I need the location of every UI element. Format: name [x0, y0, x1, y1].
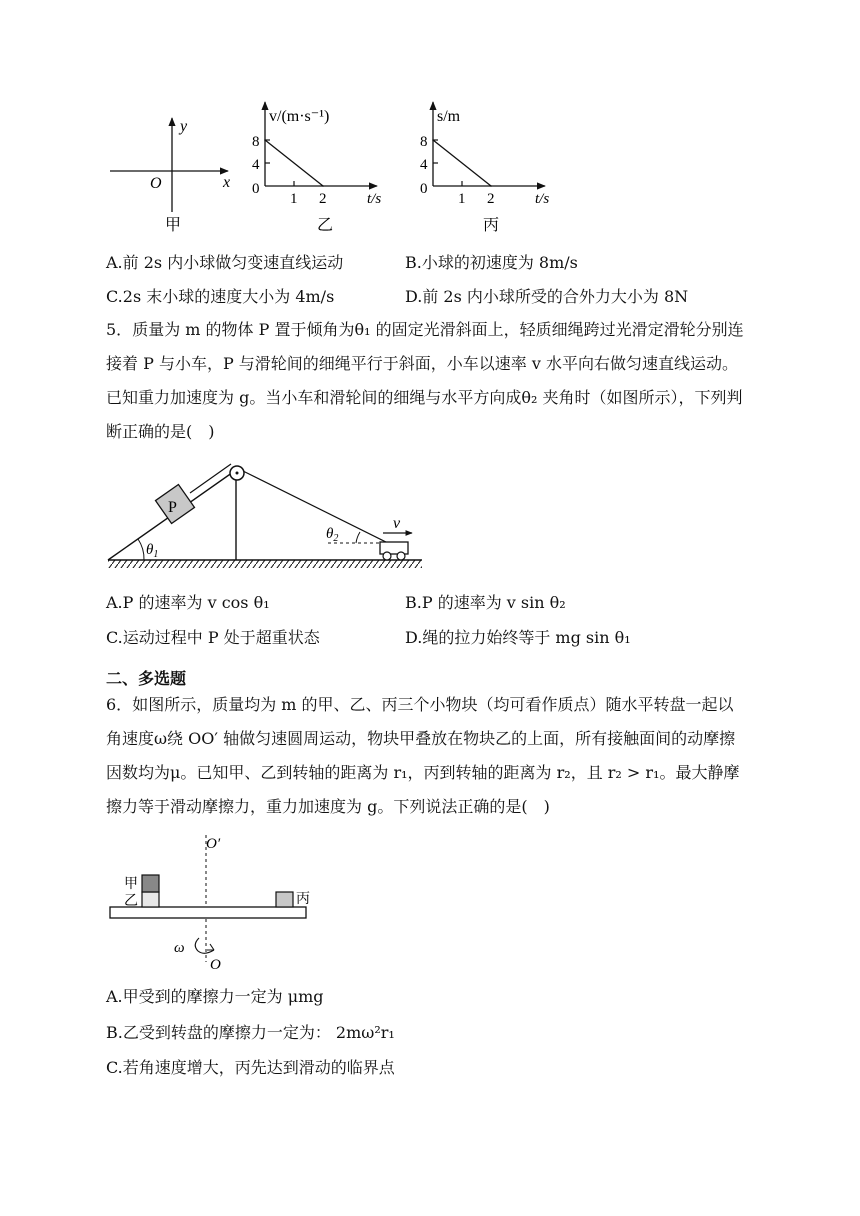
data-point: [322, 185, 324, 187]
theta2-label: $\theta_2$: [326, 526, 339, 544]
turntable-disk: [110, 907, 306, 918]
data-point: [264, 139, 266, 141]
graph-bing-displacement: [413, 100, 573, 240]
origin-label: O: [150, 175, 162, 192]
q5-option-d: D.绳的拉力始终等于 mg sin θ₁: [405, 628, 631, 647]
label-yi: 乙: [124, 894, 138, 909]
q6-option-b: B.乙受到转盘的摩擦力一定为： 2mω²r₁: [106, 1023, 395, 1042]
y-label: y: [180, 118, 188, 135]
x-axis-label: t/s: [367, 191, 382, 207]
graph-jia: [100, 100, 250, 240]
theta1-arc: [138, 539, 144, 560]
label-bing: 丙: [296, 892, 310, 907]
y-tick-0: 0: [252, 181, 260, 197]
q6-option-a: A.甲受到的摩擦力一定为 μmg: [106, 987, 324, 1006]
block-bing: [276, 892, 293, 907]
x-tick-1: 1: [458, 191, 466, 207]
q5-option-c: C.运动过程中 P 处于超重状态: [106, 628, 320, 647]
q6-turntable-figure: [100, 830, 330, 975]
series-line: [265, 140, 323, 186]
ground-hatching: [108, 560, 422, 568]
omega-label: ω: [174, 940, 185, 956]
q5-number: 5．: [106, 320, 133, 339]
series-line: [433, 140, 491, 186]
y-tick-0: 0: [420, 181, 428, 197]
q6-text: 如图所示，质量均为 m 的甲、乙、丙三个小物块（均可看作质点）随水平转盘一起以角速度ω绕 OO′ 轴做匀速圆周运动，物块甲叠放在物块乙的上面，所有接触面间的动摩擦因数均为μ。已知甲、乙到转轴的距离为 r₁，丙到转轴的距离为 r₂，且 r₂ > r₁。最大静摩擦力等于滑动摩擦力，重力加速度为 g。下列说法正确的是( ): [106, 695, 740, 816]
theta2-arc: [356, 532, 360, 543]
y-tick-8: 8: [252, 134, 260, 150]
y-tick-8: 8: [420, 134, 428, 150]
q4-option-a: A.前 2s 内小球做匀变速直线运动: [106, 253, 344, 272]
caption-yi: 乙: [317, 217, 334, 234]
x-tick-2: 2: [487, 191, 495, 207]
q6-option-c: C.若角速度增大，丙先达到滑动的临界点: [106, 1058, 395, 1077]
q4-option-c: C.2s 末小球的速度大小为 4m/s: [106, 287, 335, 306]
y-tick-4: 4: [252, 157, 260, 173]
block-jia: [142, 875, 159, 892]
x-tick-2: 2: [319, 191, 327, 207]
q6-number: 6．: [106, 695, 133, 714]
q6-stem: [106, 688, 746, 824]
axis-bottom-label: O: [210, 957, 221, 973]
q5-option-b: B.P 的速率为 v sin θ₂: [405, 593, 566, 612]
q5-incline-figure: [100, 460, 440, 575]
x-tick-1: 1: [290, 191, 298, 207]
y-axis-label: s/m: [437, 108, 461, 125]
block-yi: [142, 892, 159, 907]
label-jia: 甲: [124, 877, 138, 892]
q5-text: 质量为 m 的物体 P 置于倾角为θ₁ 的固定光滑斜面上，轻质细绳跨过光滑定滑轮分别连接着 P 与小车，P 与滑轮间的细绳平行于斜面，小车以速率 v 水平向右做匀速直线运动。已知重力加速度为 g。当小车和滑轮间的细绳与水平方向成θ₂ 夹角时（如图所示），下列判断正确的是( ): [106, 320, 744, 441]
velocity-series: [264, 139, 324, 187]
data-point: [490, 185, 492, 187]
y-axis-label: v/(m·s⁻¹): [269, 108, 330, 125]
displacement-series: [432, 139, 492, 187]
caption-bing: 丙: [483, 217, 500, 234]
y-tick-4: 4: [420, 157, 428, 173]
x-axis-label: t/s: [535, 191, 550, 207]
theta1-label: $\theta_1$: [146, 542, 159, 560]
velocity-label: v: [393, 515, 401, 532]
block-p-label: P: [168, 499, 177, 516]
data-point: [432, 139, 434, 141]
pulley-axle: [236, 472, 239, 475]
cart: [380, 542, 408, 560]
axis-top-label: O′: [206, 836, 221, 852]
q5-option-a: A.P 的速率为 v cos θ₁: [106, 593, 270, 612]
graph-yi-velocity: [245, 100, 405, 240]
q4-option-d: D.前 2s 内小球所受的合外力大小为 8N: [405, 287, 689, 306]
q5-stem: [106, 313, 746, 449]
rope-to-cart: [243, 471, 390, 544]
x-label: x: [223, 174, 231, 191]
section-title: 二、多选题: [106, 669, 187, 688]
caption-jia: 甲: [165, 217, 182, 234]
rotation-arrowhead: [207, 944, 214, 950]
q4-option-b: B.小球的初速度为 8m/s: [405, 253, 578, 272]
